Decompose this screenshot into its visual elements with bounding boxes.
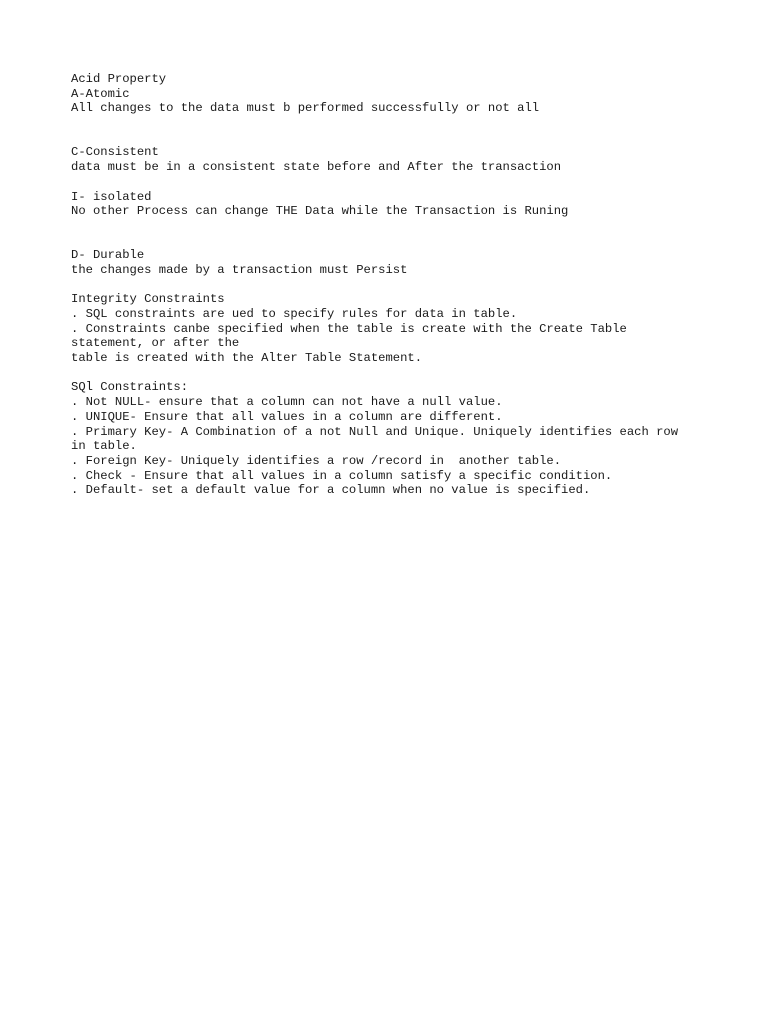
integrity-line-2b: statement, or after the bbox=[71, 336, 240, 351]
consistent-title: C-Consistent bbox=[71, 145, 159, 160]
consistent-text: data must be in a consistent state before and After the transaction bbox=[71, 160, 562, 175]
spacer bbox=[71, 234, 731, 249]
spacer bbox=[71, 278, 731, 293]
atomic-title: A-Atomic bbox=[71, 86, 130, 101]
unique-item: . UNIQUE- Ensure that all values in a column are different. bbox=[71, 409, 503, 424]
spacer bbox=[71, 175, 731, 190]
integrity-line-2a: . Constraints canbe specified when the table is create with the Create Table bbox=[71, 321, 627, 336]
check-item: . Check - Ensure that all values in a column satisfy a specific condition. bbox=[71, 468, 613, 483]
durable-text: the changes made by a transaction must Persist bbox=[71, 262, 408, 277]
sql-constraints-heading: SQl Constraints: bbox=[71, 380, 189, 395]
isolated-text: No other Process can change THE Data while the Transaction is Runing bbox=[71, 204, 569, 219]
spacer bbox=[71, 116, 731, 131]
integrity-line-1: . SQL constraints are ued to specify rules for data in table. bbox=[71, 307, 518, 321]
document-page bbox=[71, 72, 731, 498]
default-item: . Default- set a default value for a column when no value is specified. bbox=[71, 483, 591, 498]
foreign-key-item: . Foreign Key- Uniquely identifies a row /record in another table. bbox=[71, 453, 562, 468]
acid-heading: Acid Property bbox=[71, 72, 167, 86]
isolated-title: I- isolated bbox=[71, 189, 152, 204]
integrity-heading: Integrity Constraints bbox=[71, 292, 225, 307]
spacer bbox=[71, 219, 731, 234]
integrity-line-3: table is created with the Alter Table Statement. bbox=[71, 351, 423, 366]
atomic-text: All changes to the data must b performed successfully or not all bbox=[71, 101, 540, 116]
durable-title: D- Durable bbox=[71, 248, 145, 263]
primary-key-item: . Primary Key- A Combination of a not Null and Unique. Uniquely identifies each row bbox=[71, 424, 679, 439]
not-null-item: . Not NULL- ensure that a column can not have a null value. bbox=[71, 395, 503, 410]
primary-key-item-cont: in table. bbox=[71, 439, 137, 454]
spacer bbox=[71, 366, 731, 381]
spacer bbox=[71, 131, 731, 146]
